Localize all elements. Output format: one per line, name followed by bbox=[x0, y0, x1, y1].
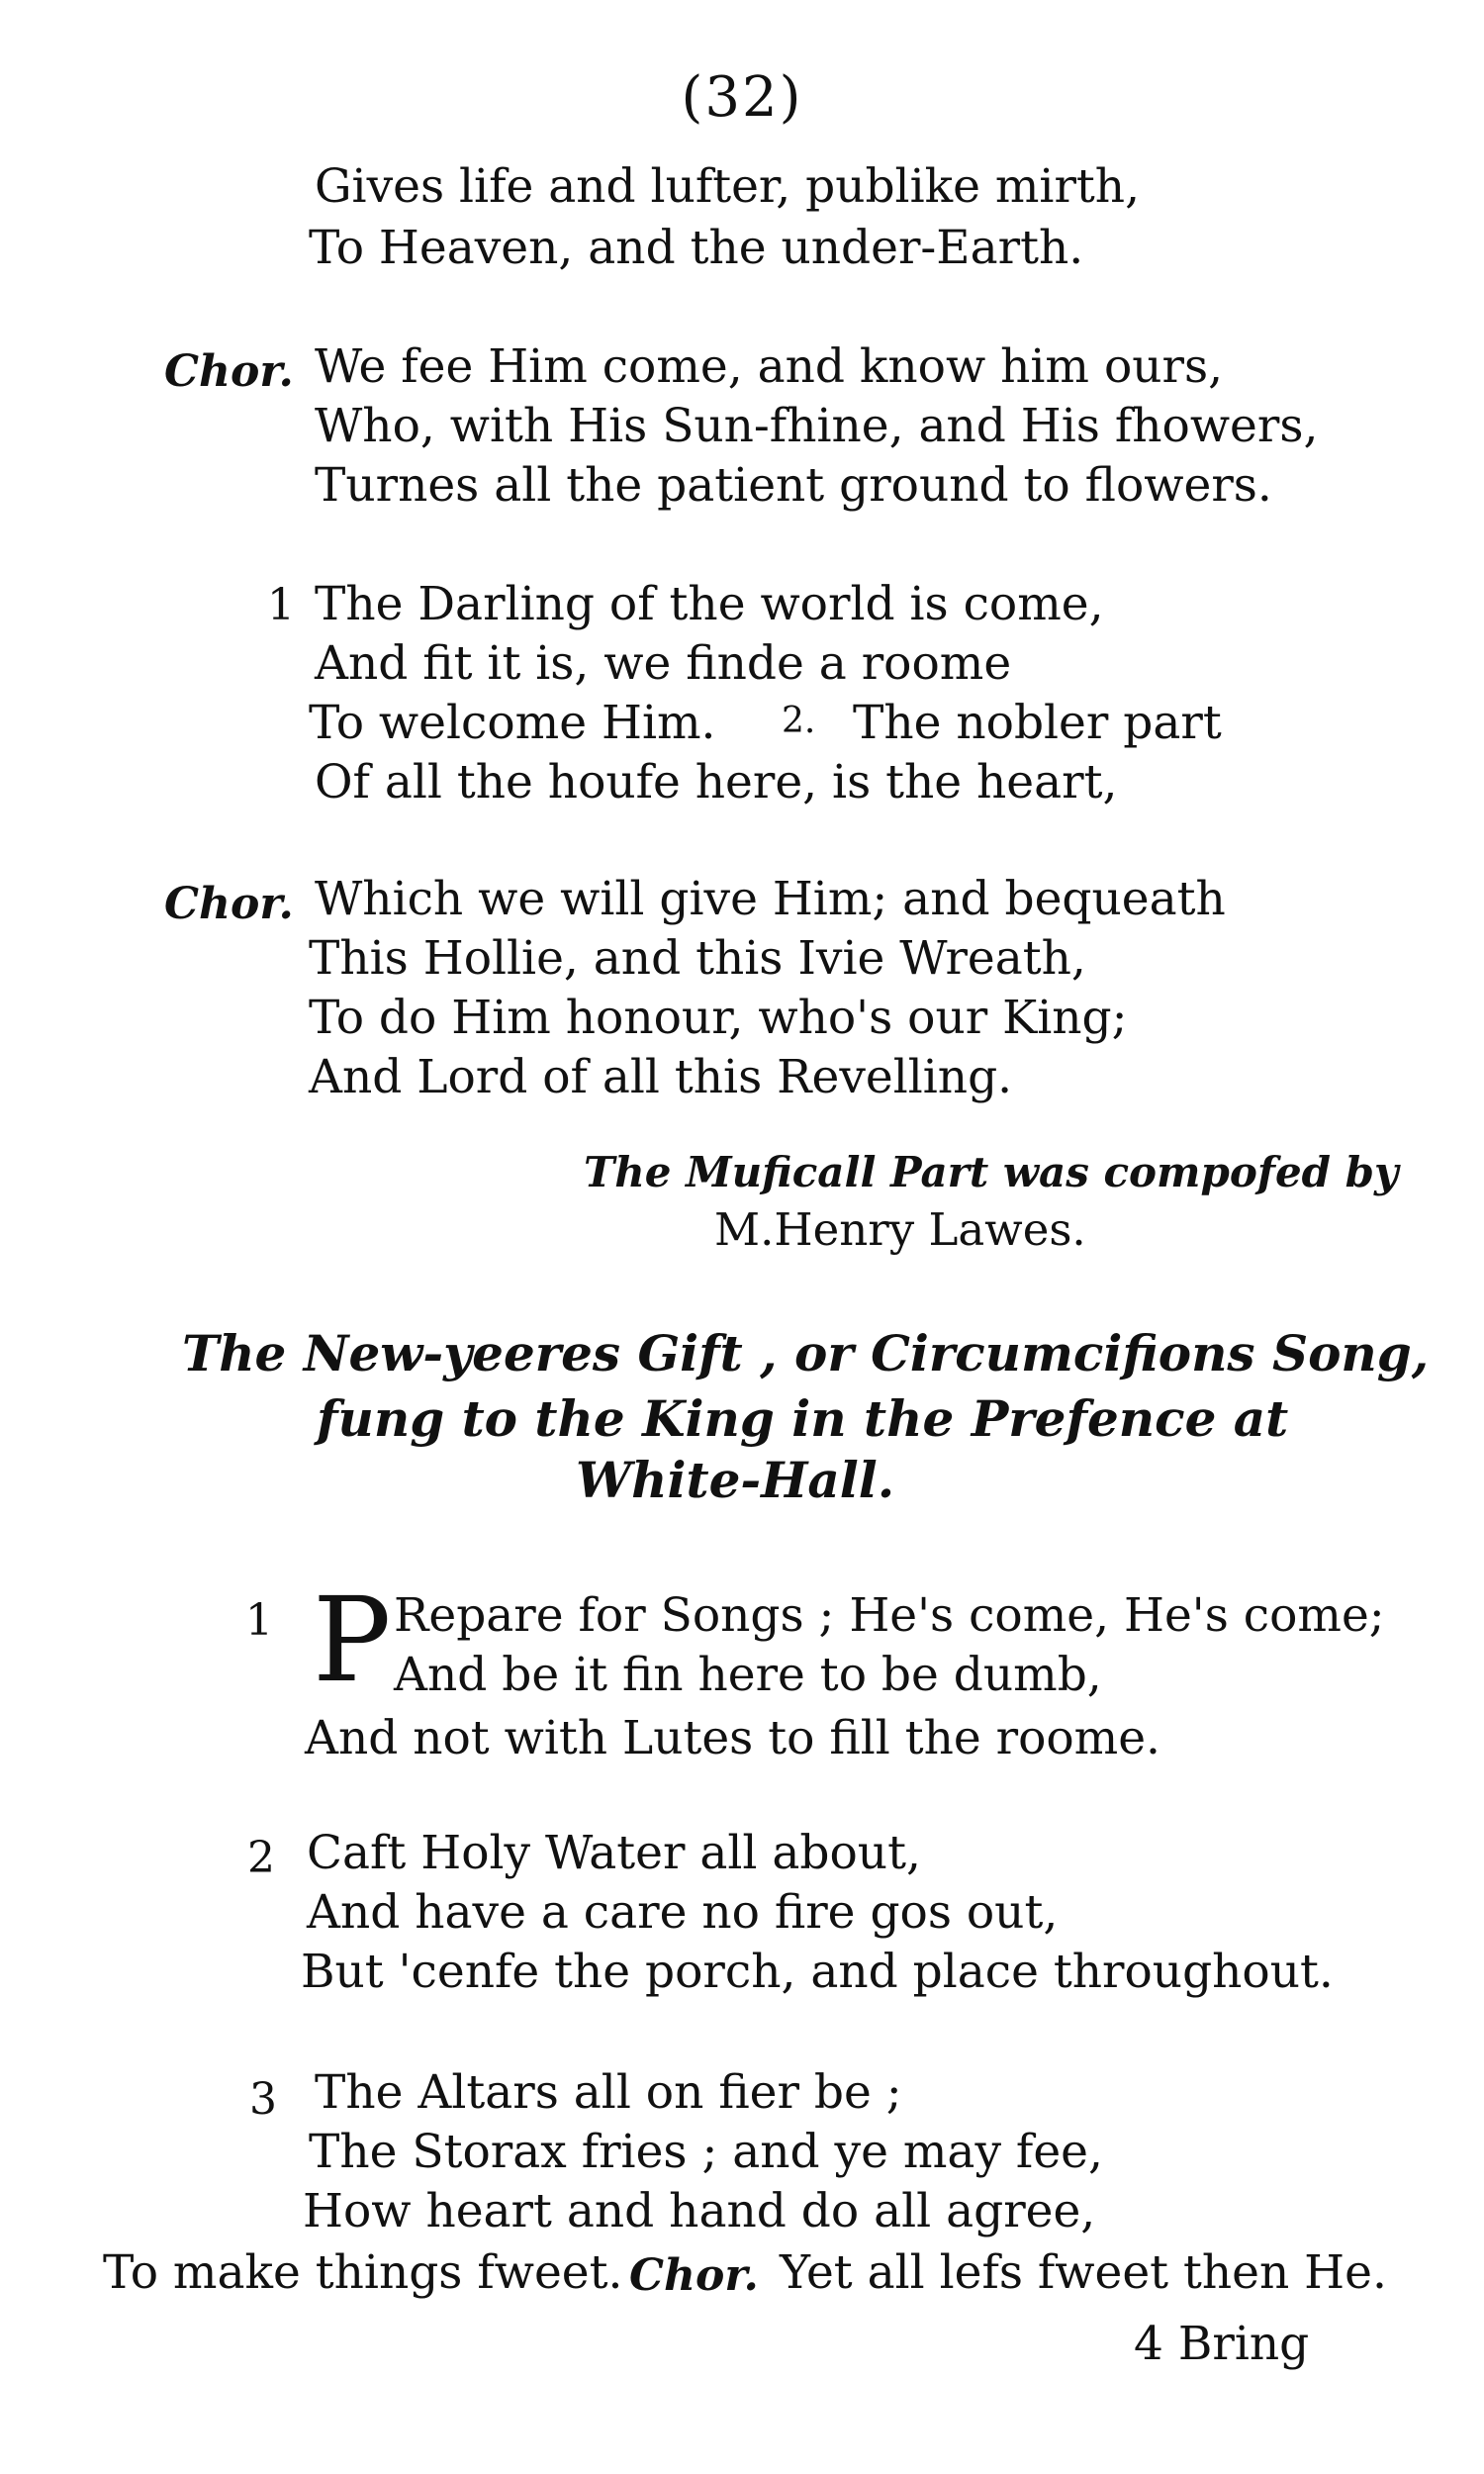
verse-line: We fee Him come, and know him ours, bbox=[315, 339, 1224, 394]
verse-line: The Altars all on fier be ; bbox=[315, 2065, 902, 2120]
verse-line: And have a care no fire gos out, bbox=[307, 1885, 1059, 1940]
catchword: 4 Bring bbox=[1134, 2317, 1310, 2371]
verse-line: Who, with His Sun-fhine, and His fhowers, bbox=[315, 399, 1319, 453]
verse-line: And be it fin here to be dumb, bbox=[394, 1648, 1102, 1702]
verse-line: Gives life and lufter, publike mirth, bbox=[315, 159, 1141, 214]
verse-line: And Lord of all this Revelling. bbox=[309, 1050, 1013, 1104]
chorus-label: Chor. bbox=[629, 2250, 759, 2301]
verse-line: And fit it is, we finde a roome bbox=[315, 636, 1012, 691]
song-title: fung to the King in the Prefence at bbox=[317, 1389, 1289, 1448]
page-number: (32) bbox=[681, 65, 803, 130]
verse-number: 1 bbox=[245, 1595, 273, 1646]
verse-line: Yet all lefs fweet then He. bbox=[780, 2245, 1387, 2300]
drop-cap: P bbox=[313, 1571, 392, 1708]
chorus-label: Chor. bbox=[164, 879, 294, 929]
verse-line: The nobler part bbox=[853, 696, 1222, 750]
verse-number: 3 bbox=[249, 2074, 277, 2125]
song-title: The New-yeeres Gift , or Circumcifions Song, bbox=[182, 1324, 1430, 1382]
verse-line: To do Him honour, who's our King; bbox=[309, 991, 1128, 1045]
verse-line: This Hollie, and this Ivie Wreath, bbox=[309, 931, 1086, 986]
verse-line: Repare for Songs ; He's come, He's come; bbox=[394, 1588, 1385, 1643]
verse-line: Caft Holy Water all about, bbox=[307, 1826, 921, 1880]
verse-number: 2. bbox=[782, 701, 816, 741]
verse-number: 2 bbox=[247, 1833, 275, 1883]
verse-line: The Storax fries ; and ye may fee, bbox=[309, 2125, 1103, 2179]
verse-line: Which we will give Him; and bequeath bbox=[315, 872, 1226, 926]
verse-line: The Darling of the world is come, bbox=[315, 577, 1104, 631]
chorus-label: Chor. bbox=[164, 346, 294, 397]
verse-number: 1 bbox=[267, 580, 295, 630]
music-credit: The Muficall Part was compofed by bbox=[584, 1148, 1399, 1196]
verse-line: But 'cenfe the porch, and place throughout. bbox=[301, 1945, 1334, 1999]
verse-line: And not with Lutes to fill the roome. bbox=[305, 1711, 1161, 1765]
composer-name: M.Henry Lawes. bbox=[714, 1203, 1086, 1256]
verse-line: How heart and hand do all agree, bbox=[303, 2184, 1096, 2238]
song-title: White-Hall. bbox=[576, 1451, 895, 1509]
verse-line: Turnes all the patient ground to flowers. bbox=[315, 458, 1272, 513]
verse-line: To Heaven, and the under-Earth. bbox=[309, 221, 1084, 275]
verse-line: To welcome Him. bbox=[309, 696, 716, 750]
verse-line: To make things fweet. bbox=[103, 2245, 623, 2300]
verse-line: Of all the houfe here, is the heart, bbox=[315, 755, 1118, 809]
